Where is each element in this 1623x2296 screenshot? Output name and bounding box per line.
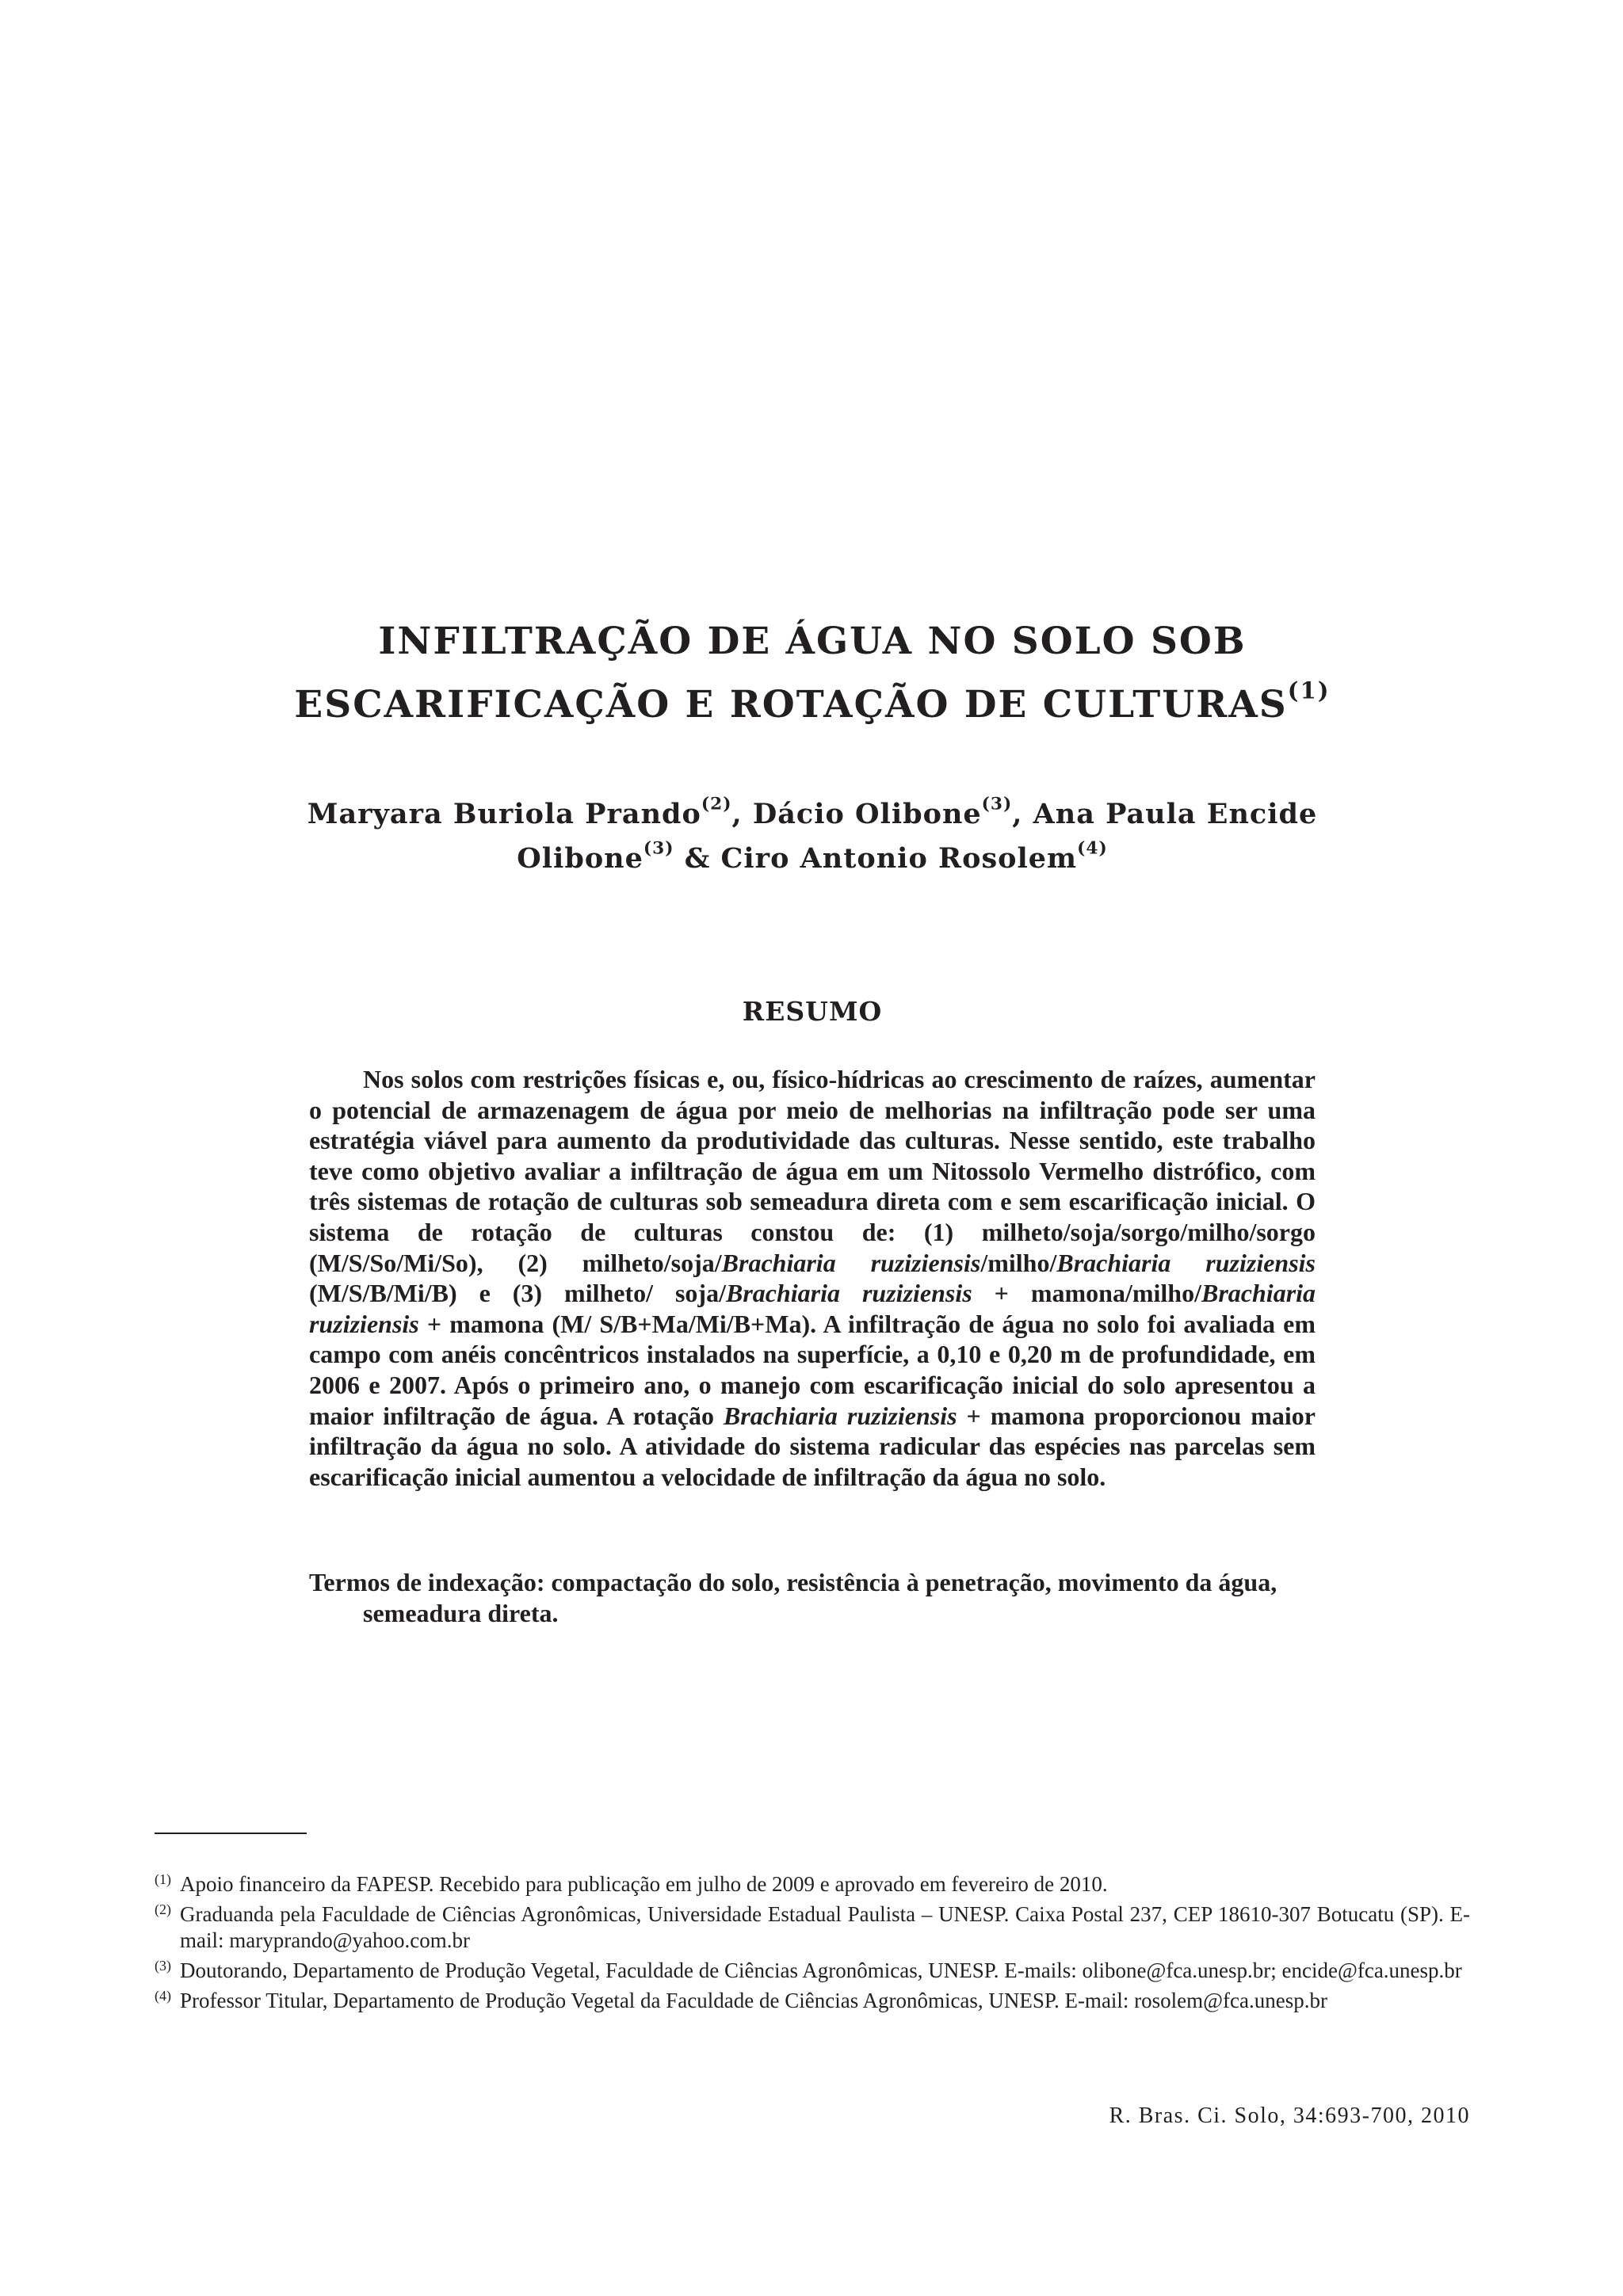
footnote-mark: (3)	[155, 1958, 171, 1974]
title-footnote-mark: (1)	[1287, 677, 1331, 704]
species-name: Brachiaria ruziziensis	[721, 1248, 981, 1277]
footnote	[155, 1901, 1470, 1954]
footnote-divider	[155, 1833, 307, 1834]
author-affiliation-mark: (2)	[701, 794, 732, 814]
footnote	[155, 1958, 1470, 1984]
footnote-mark: (2)	[155, 1901, 171, 1917]
author-separator: ,	[1012, 798, 1033, 830]
title-line-1: INFILTRAÇÃO DE ÁGUA NO SOLO SOB	[378, 620, 1247, 663]
author-name: Maryara Buriola Prando	[307, 798, 701, 830]
title-line-2-text: ESCARIFICAÇÃO E ROTAÇÃO DE CULTURAS	[294, 683, 1288, 727]
footnote-text: Doutorando, Departamento de Produção Vegetal, Faculdade de Ciências Agronômicas, UNESP. E-mails: olibone@fca.unesp.br; encide@fca.unesp.br	[180, 1958, 1462, 1982]
abstract-text: Nos solos com restrições físicas e, ou, físico-hídricas ao crescimento de raízes, aumentar o potencial de armazenagem de água por meio de melhorias na infiltração pode ser uma estratégia viável para aumento da produtividade das culturas. Nesse sentido, este trabalho teve como objetivo avaliar a infiltração de água em um Nitossolo Vermelho distrófico, com três sistemas de rotação de culturas sob semeadura direta com e sem escarificação inicial. O sistema de rotação de culturas constou de: (1) milheto/soja/sorgo/milho/sorgo (M/S/So/Mi/So), (2) milheto/soja/	[309, 1065, 1316, 1277]
footnote-mark: (4)	[155, 1988, 171, 2004]
abstract-text: /milho/	[980, 1248, 1057, 1277]
author-line-1	[238, 792, 1387, 837]
author-separator: &	[674, 842, 721, 875]
footnote-mark: (1)	[155, 1871, 171, 1887]
species-name: Brachiaria ruziziensis	[309, 1279, 1316, 1338]
author-name: Dácio Olibone	[752, 798, 982, 830]
footnote-text: Graduanda pela Faculdade de Ciências Agronômicas, Universidade Estadual Paulista – UNESP. Caixa Postal 237, CEP 18610-307 Botucatu (SP). E-mail: maryprando@yahoo.com.br	[180, 1902, 1470, 1952]
footnote	[155, 1871, 1470, 1897]
author-name-part: Olibone	[517, 842, 643, 875]
species-name: Brachiaria ruziziensis	[723, 1401, 957, 1430]
author-list	[238, 792, 1387, 881]
title-line-2	[238, 673, 1387, 737]
footnote-text: Professor Titular, Departamento de Produção Vegetal da Faculdade de Ciências Agronômicas, UNESP. E-mail: rosolem@fca.unesp.br	[180, 1989, 1327, 2012]
abstract-heading: RESUMO	[742, 996, 883, 1027]
footnotes	[155, 1871, 1470, 2018]
abstract-paragraph	[309, 1064, 1316, 1492]
author-affiliation-mark: (4)	[1077, 838, 1108, 859]
abstract-text: + mamona proporcionou maior infiltração da água no solo. A atividade do sistema radicular das espécies nas parcelas sem escarificação inicial aumentou a velocidade de infiltração da água no solo.	[309, 1401, 1316, 1491]
author-name-part: Ana Paula Encide	[1033, 798, 1318, 830]
author-affiliation-mark: (3)	[981, 794, 1013, 814]
journal-citation: R. Bras. Ci. Solo, 34:693-700, 2010	[1109, 2103, 1470, 2128]
species-name: Brachiaria ruziziensis	[725, 1279, 972, 1308]
author-name: Ciro Antonio Rosolem	[720, 842, 1078, 875]
abstract-text: (M/S/B/Mi/B) e (3) milheto/ soja/	[309, 1279, 726, 1308]
abstract-text: + mamona/milho/	[972, 1279, 1201, 1308]
author-line-2	[238, 837, 1387, 881]
article-title	[238, 610, 1387, 737]
author-affiliation-mark: (3)	[643, 838, 674, 859]
abstract-text: + mamona (M/ S/B+Ma/Mi/B+Ma). A infiltração de água no solo foi avaliada em campo com anéis concêntricos instalados na superfície, a 0,10 e 0,20 m de profundidade, em 2006 e 2007. Após o primeiro ano, o manejo com escarificação inicial do solo apresentou a maior infiltração de água. A rotação	[309, 1309, 1316, 1430]
footnote-text: Apoio financeiro da FAPESP. Recebido para publicação em julho de 2009 e aprovado em fevereiro de 2010.	[180, 1872, 1108, 1896]
author-separator: ,	[731, 798, 753, 830]
species-name: Brachiaria ruziziensis	[1056, 1248, 1316, 1277]
footnote	[155, 1988, 1470, 2014]
index-terms: Termos de indexação: compactação do solo, resistência à penetração, movimento da água, semeadura direta.	[309, 1568, 1277, 1627]
